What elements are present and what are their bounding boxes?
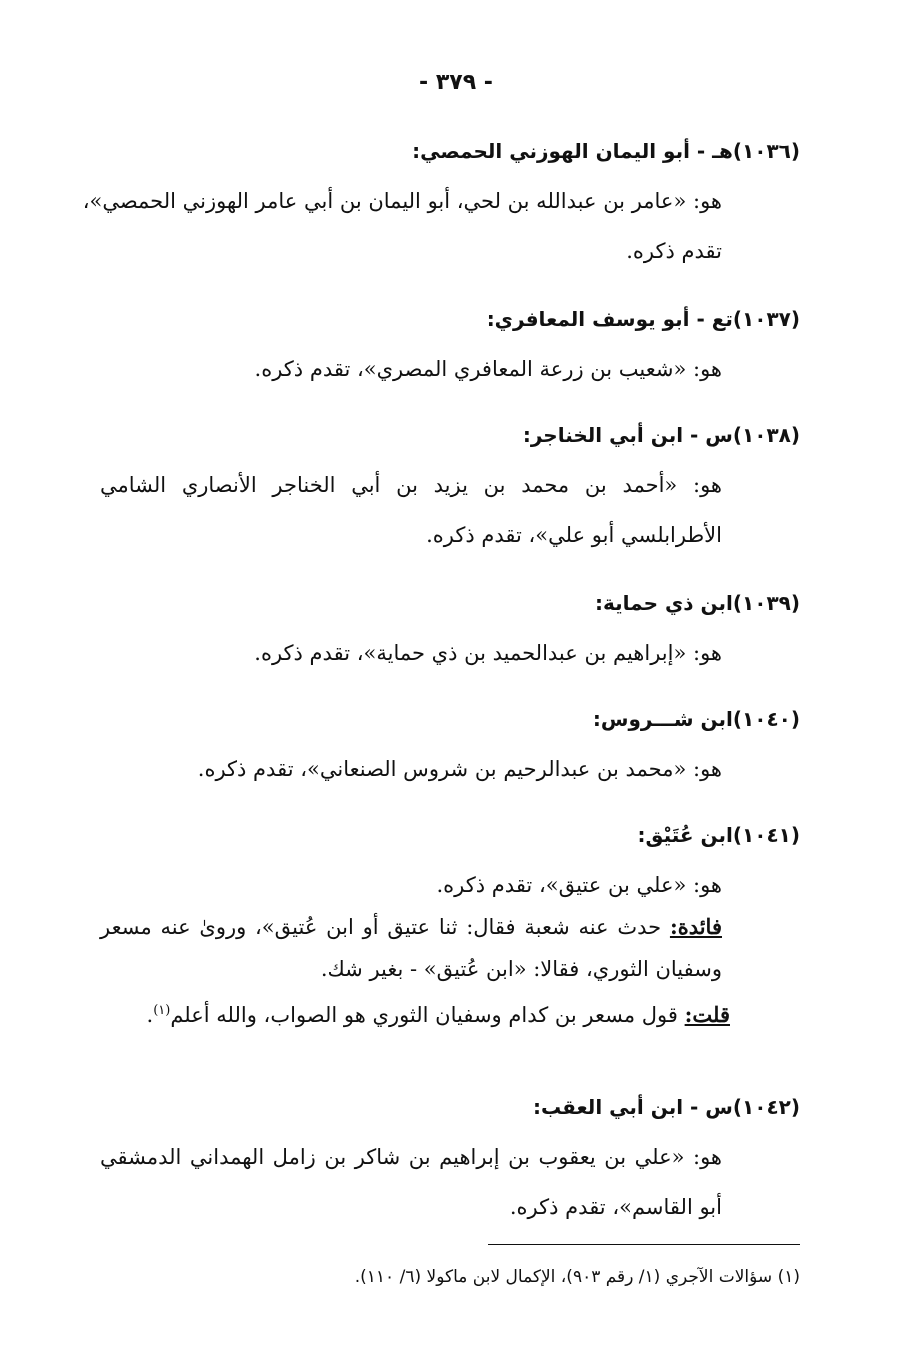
- note-text: حدث عنه شعبة فقال: ثنا عتيق أو ابن عُتيق»، وروىٰ عنه مسعر: [100, 915, 662, 939]
- entry-1042: [100, 1092, 800, 1222]
- entry-line: هو: «إبراهيم بن عبدالحميد بن ذي حماية»، تقدم ذكره.: [254, 641, 722, 665]
- entry-line: هو: «علي بن يعقوب بن إبراهيم بن شاكر بن زامل الهمداني الدمشقي: [100, 1145, 722, 1169]
- entry-heading: (١٠٣٨)س - ابن أبي الخناجر:: [522, 423, 800, 447]
- entry-line: تقدم ذكره.: [626, 239, 722, 263]
- entry-1040: [100, 704, 800, 784]
- entry-heading: (١٠٣٧)تع - أبو يوسف المعافري:: [486, 307, 800, 331]
- remark-line: [100, 996, 730, 1030]
- entry-heading: (١٠٤١)ابن عُتَيْق:: [637, 823, 800, 847]
- remark-label: قلت:: [684, 1002, 730, 1027]
- entry-line: أبو القاسم»، تقدم ذكره.: [509, 1195, 722, 1219]
- remark-text: قول مسعر بن كدام وسفيان الثوري هو الصواب، والله أعلم: [170, 1003, 678, 1027]
- entry-heading: (١٠٤٢)س - ابن أبي العقب:: [532, 1095, 800, 1119]
- entry-heading: (١٠٣٩)ابن ذي حماية:: [595, 591, 800, 615]
- entry-1038: [100, 420, 800, 550]
- entry-1037: [100, 304, 800, 384]
- entry-line: هو: «محمد بن عبدالرحيم بن شروس الصنعاني»، تقدم ذكره.: [197, 757, 722, 781]
- entry-line: هو: «شعيب بن زرعة المعافري المصري»، تقدم ذكره.: [254, 357, 722, 381]
- footnote-divider: [488, 1244, 800, 1245]
- note-line: [100, 912, 722, 942]
- entry-1041: [100, 820, 800, 1030]
- entry-line: هو: «علي بن عتيق»، تقدم ذكره.: [436, 873, 722, 897]
- entry-1039: [100, 588, 800, 668]
- entry-heading: (١٠٣٦)هـ - أبو اليمان الهوزني الحمصي:: [412, 139, 800, 163]
- entry-line: هو: «عامر بن عبدالله بن لحي، أبو اليمان بن أبي عامر الهوزني الحمصي»،: [82, 189, 722, 213]
- footnote: (١) سؤالات الآجري (١/ رقم ٩٠٣)، الإكمال لابن ماكولا (٦/ ١١٠).: [354, 1267, 800, 1287]
- footnote-ref[interactable]: (١): [153, 1003, 171, 1018]
- remark-end: .: [146, 1003, 154, 1027]
- entry-1036: [82, 136, 800, 266]
- note-label: فائدة:: [669, 914, 722, 939]
- page-number: - ٣٧٩ -: [419, 70, 493, 95]
- note-line: وسفيان الثوري، فقالا: «ابن عُتيق» - بغير شك.: [320, 957, 722, 981]
- entry-heading: (١٠٤٠)ابن شـــروس:: [592, 707, 800, 731]
- entry-line: الأطرابلسي أبو علي»، تقدم ذكره.: [426, 523, 722, 547]
- entry-line: هو: «أحمد بن محمد بن يزيد بن أبي الخناجر الأنصاري الشامي: [100, 473, 722, 497]
